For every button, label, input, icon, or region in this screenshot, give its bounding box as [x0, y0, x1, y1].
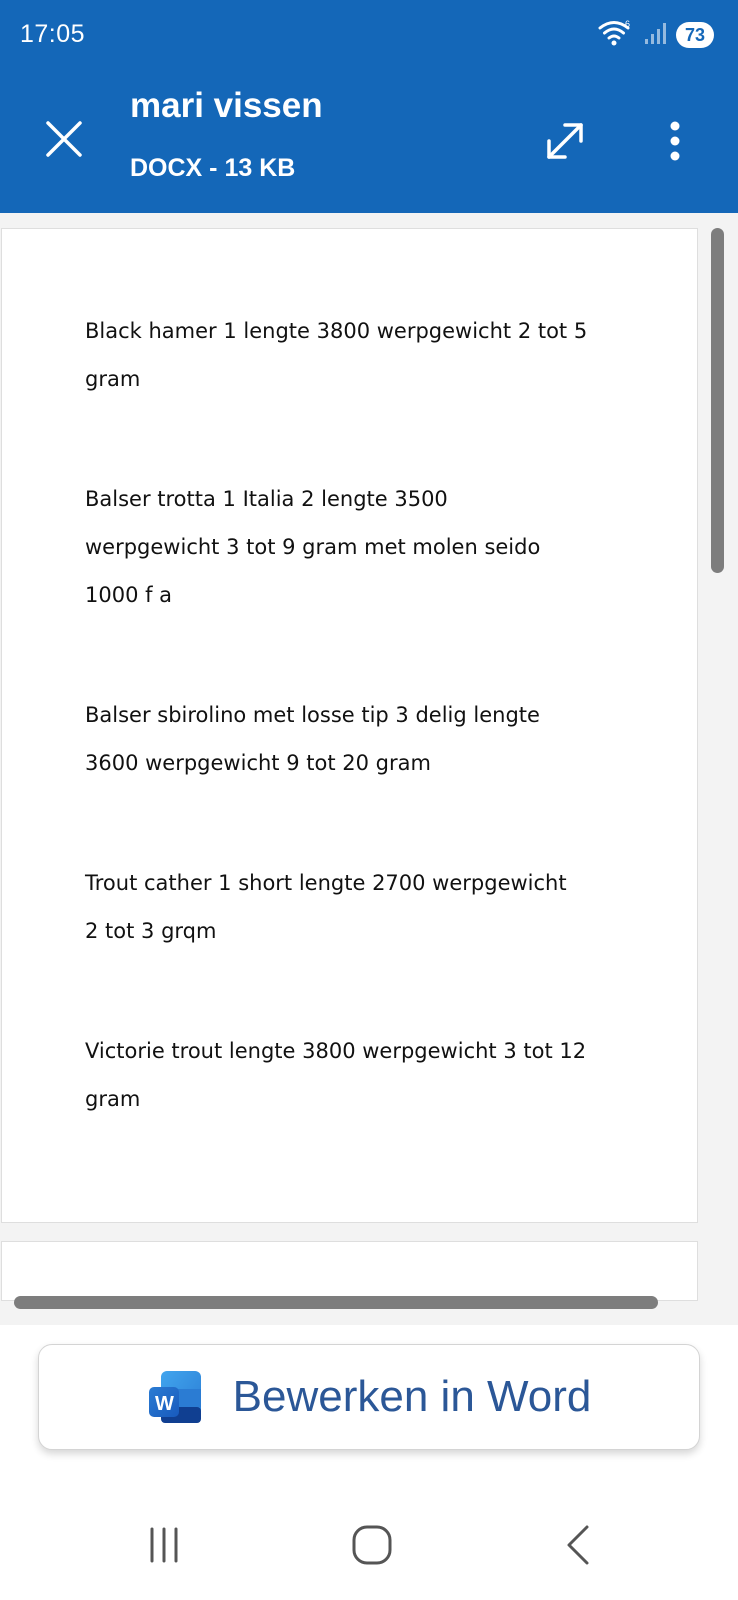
edit-in-word-button[interactable] — [38, 1344, 700, 1450]
paragraph-line: 1000 f a — [85, 583, 173, 607]
word-icon — [147, 1369, 203, 1425]
back-button[interactable] — [538, 1510, 618, 1580]
status-time: 17:05 — [20, 20, 86, 48]
more-vertical-icon — [669, 121, 681, 161]
wifi-icon — [598, 19, 634, 52]
paragraph-line: Balser sbirolino met losse tip 3 delig lengte — [85, 703, 540, 727]
close-button[interactable] — [40, 115, 88, 163]
paragraph-line: Trout cather 1 short lengte 2700 werpgewicht — [85, 871, 567, 895]
paragraph-line: gram — [85, 367, 141, 391]
document-meta: DOCX - 13 KB — [130, 154, 296, 182]
paragraph-line: 2 tot 3 grqm — [85, 919, 217, 943]
svg-text:W: W — [154, 1393, 174, 1415]
paragraph — [85, 859, 645, 955]
home-icon — [350, 1523, 394, 1567]
paragraph — [85, 691, 645, 787]
more-options-button[interactable] — [655, 116, 695, 166]
paragraph-line: Victorie trout lengte 3800 werpgewicht 3 tot 12 — [85, 1039, 587, 1063]
expand-icon — [544, 120, 586, 162]
document-page-next — [1, 1241, 698, 1301]
document-page — [1, 228, 698, 1223]
recent-apps-button[interactable] — [124, 1510, 204, 1580]
document-title: mari vissen — [130, 86, 323, 125]
home-button[interactable] — [332, 1510, 412, 1580]
paragraph-line: werpgewicht 3 tot 9 gram met molen seido — [85, 535, 541, 559]
app-bar — [0, 0, 738, 213]
document-viewer[interactable] — [0, 213, 738, 1325]
battery-icon: 73 — [676, 22, 714, 48]
paragraph — [85, 1027, 645, 1123]
system-navigation-bar — [0, 1490, 738, 1600]
paragraph-line: 3600 werpgewicht 9 tot 20 gram — [85, 751, 431, 775]
paragraph — [85, 307, 645, 403]
paragraph — [85, 475, 645, 619]
recent-apps-icon — [144, 1525, 184, 1565]
expand-button[interactable] — [540, 116, 590, 166]
back-icon — [563, 1523, 593, 1567]
wifi-badge: 6 — [624, 18, 630, 29]
paragraph-line: Black hamer 1 lengte 3800 werpgewicht 2 tot 5 — [85, 319, 588, 343]
vertical-scrollbar[interactable] — [711, 228, 724, 573]
paragraph-line: Balser trotta 1 Italia 2 lengte 3500 — [85, 487, 448, 511]
close-icon — [45, 120, 83, 158]
horizontal-scrollbar[interactable] — [14, 1296, 658, 1309]
paragraph-line: gram — [85, 1087, 141, 1111]
edit-in-word-label: Bewerken in Word — [232, 1372, 592, 1421]
signal-icon — [644, 21, 666, 50]
status-icons — [598, 20, 714, 50]
